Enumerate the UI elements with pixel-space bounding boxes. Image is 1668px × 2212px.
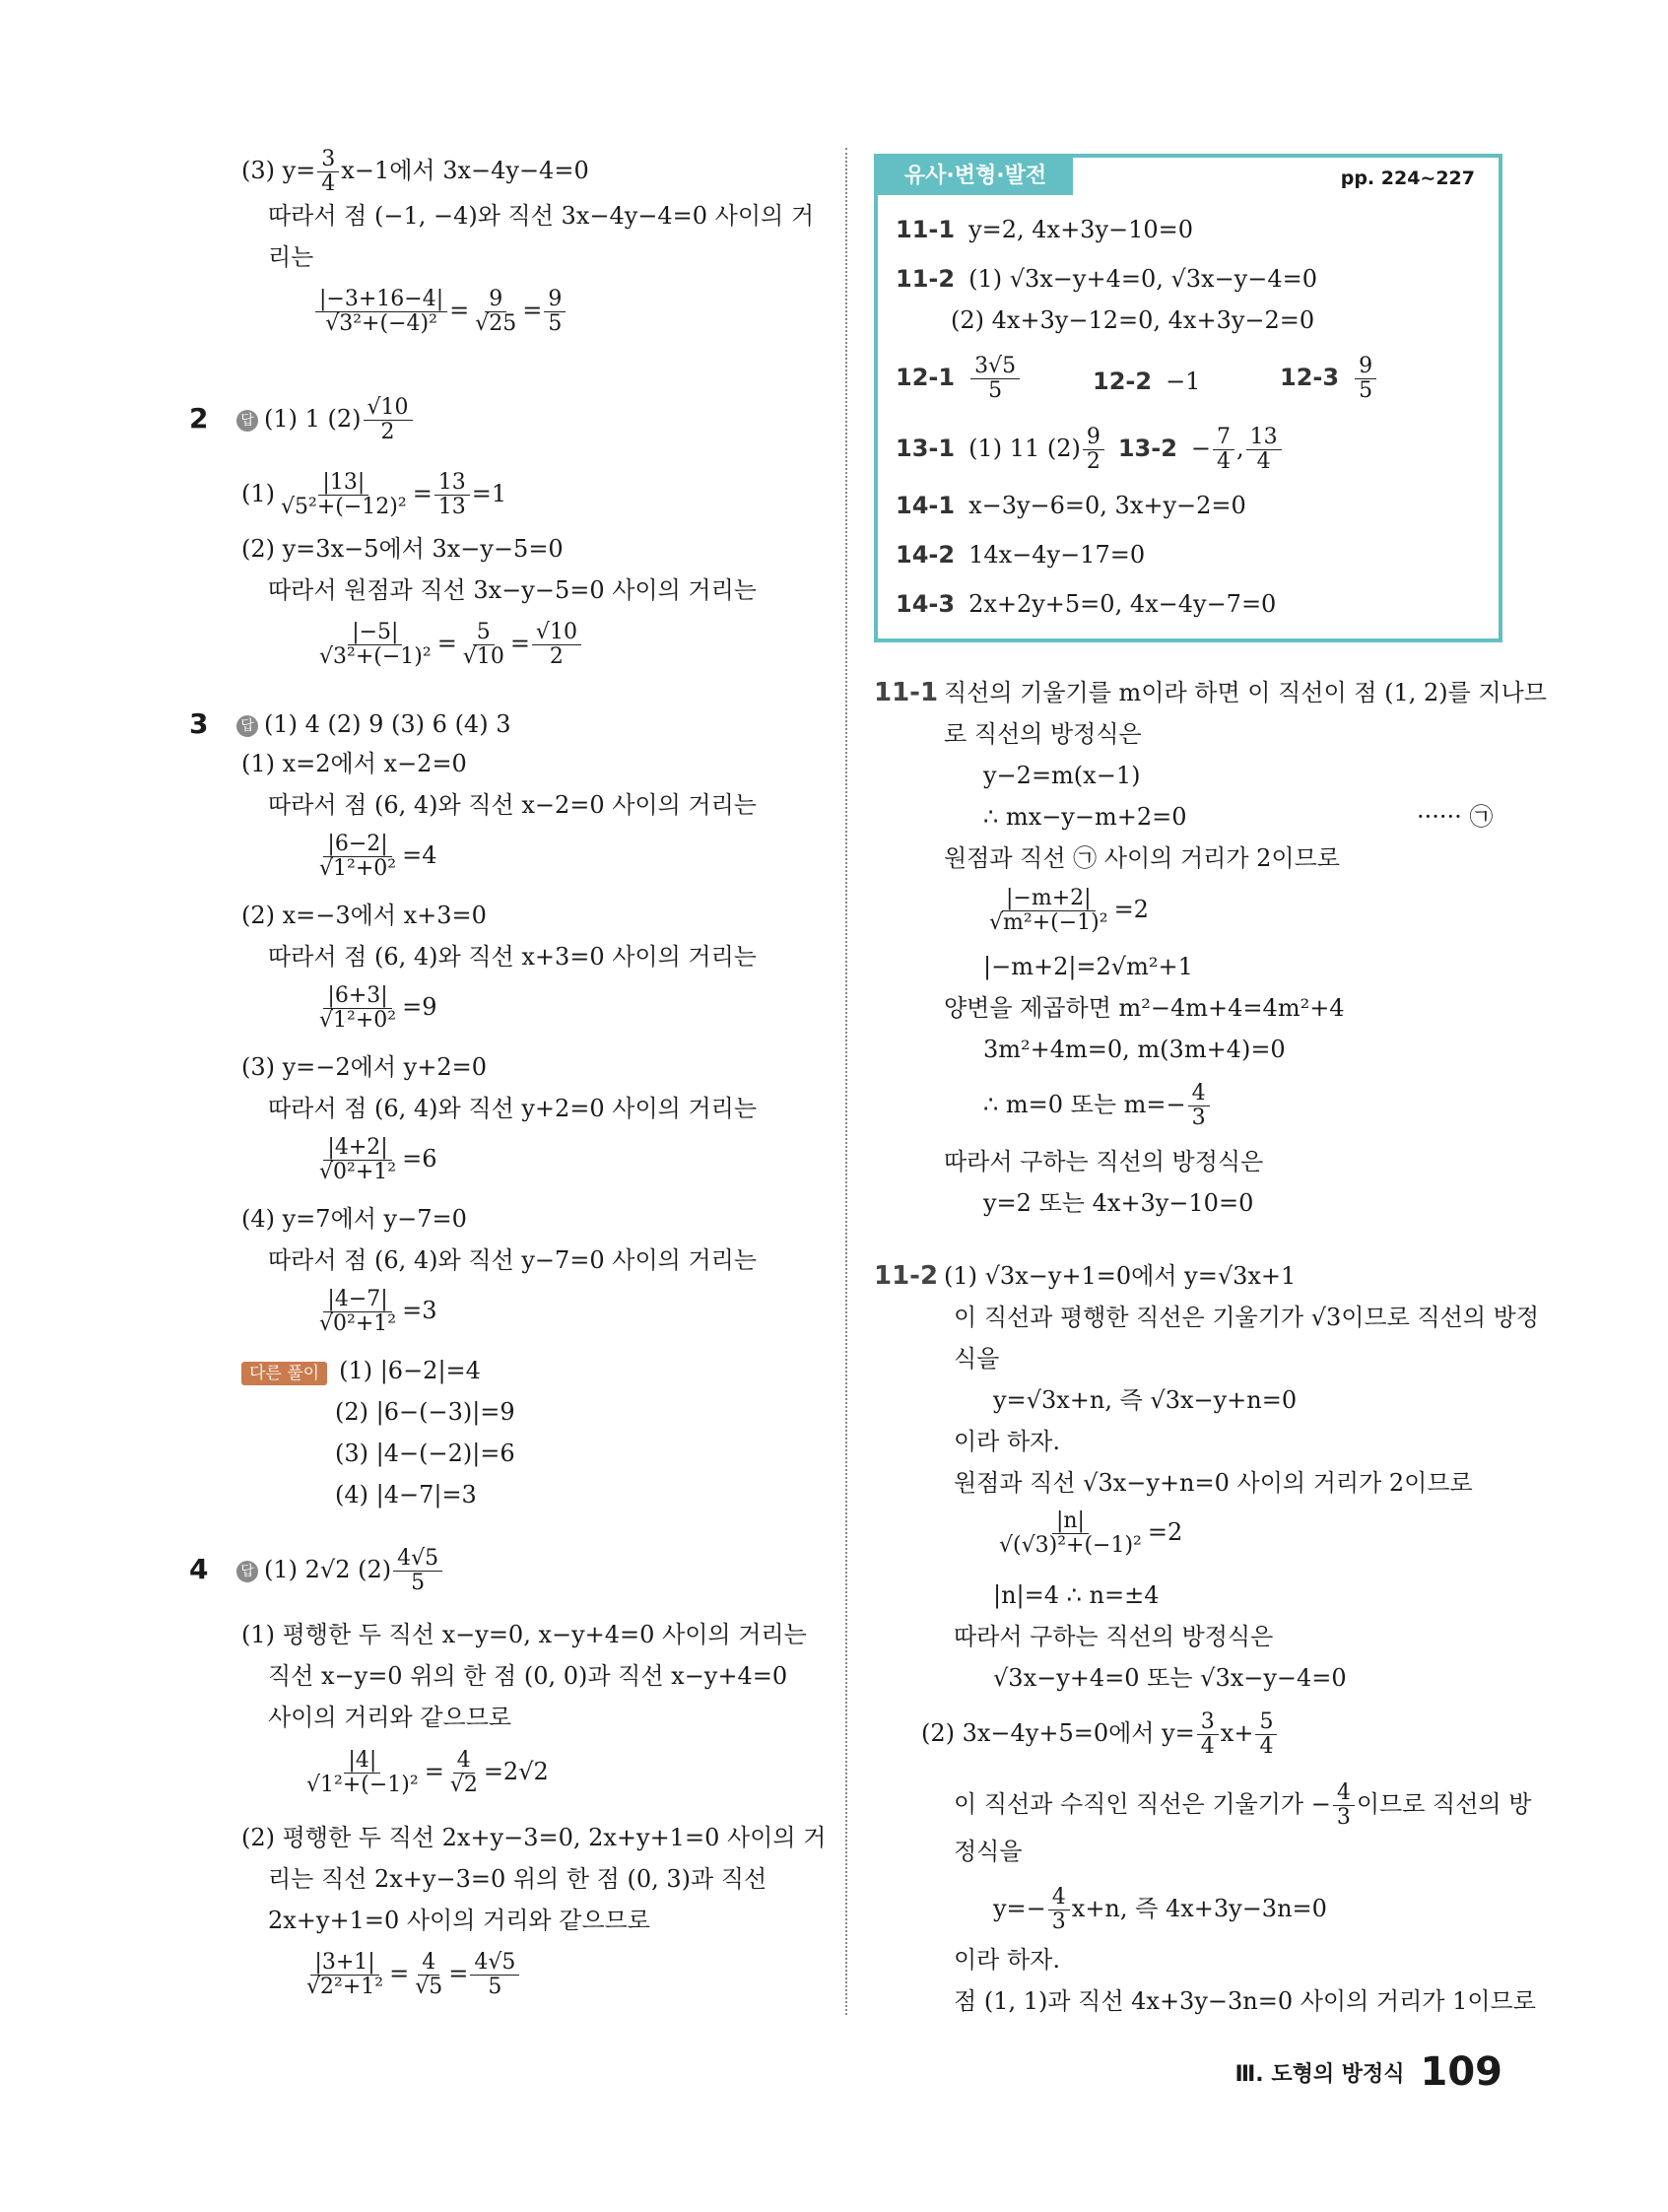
text-line: (1) 평행한 두 직선 x−y=0, x−y+4=0 사이의 거리는: [241, 1621, 807, 1648]
text-line: 식을: [954, 1345, 1000, 1373]
text-line: √3x−y+4=0 또는 √3x−y−4=0: [993, 1664, 1347, 1692]
answer-row: 14-3 2x+2y+5=0, 4x−4y−7=0: [896, 590, 1277, 618]
text-line: 사이의 거리와 같으므로: [268, 1704, 512, 1731]
answer-row: 11-1 y=2, 4x+3y−10=0: [896, 216, 1194, 243]
text-line: 점 (1, 1)과 직선 4x+3y−3n=0 사이의 거리가 1이므로: [954, 1987, 1536, 2015]
text-line: 이 직선과 평행한 직선은 기울기가 √3이므로 직선의 방정: [954, 1304, 1540, 1331]
text-line: 정식을: [954, 1838, 1023, 1865]
equation: $\frac{|6-2|}{\text{√1²+0²}}$ =4: [319, 832, 437, 881]
answer-line: 답 (1) 4 (2) 9 (3) 6 (4) 3: [236, 709, 510, 739]
fraction: $\frac{3}{4}$: [317, 148, 339, 196]
equation: y=− $\frac{4}{3}$ x+n, 즉 4x+3y−3n=0: [993, 1885, 1327, 1934]
text-line: 따라서 구하는 직선의 방정식은: [944, 1148, 1264, 1175]
column-divider: [845, 148, 847, 2015]
text-line: 양변을 제곱하면 m²−4m+4=4m²+4: [944, 994, 1345, 1022]
equation: $\frac{|-3+16-4|}{\text{√3²+(−4)²}}$ = $\frac{9}{√25}$ = $\frac{9}{5}$: [313, 288, 567, 336]
box-title: 유사·변형·발전: [878, 158, 1073, 195]
text-line: 리는 직선 2x+y−3=0 위의 한 점 (0, 3)과 직선: [268, 1865, 767, 1893]
text-line: 이라 하자.: [954, 1428, 1060, 1455]
answer-summary-box: [874, 154, 1502, 642]
text-line: (2) |6−(−3)|=9: [335, 1398, 515, 1426]
equation: $\frac{|4-7|}{\text{√0²+1²}}$ =3: [319, 1287, 437, 1336]
text-line: 따라서 점 (6, 4)와 직선 x−2=0 사이의 거리는: [268, 791, 757, 819]
answer-row: 12-2 −1: [1093, 368, 1201, 395]
answer-badge-icon: 답: [236, 1561, 258, 1582]
answer-row: 11-2 (1) √3x−y+4=0, √3x−y−4=0: [896, 265, 1317, 293]
equation: $\frac{|3+1|}{\text{√2²+1²}}$ = $\frac{4}{√5}$ = $\frac{4√5}{5}$: [300, 1951, 521, 1999]
text-line: 2x+y+1=0 사이의 거리와 같으므로: [268, 1907, 650, 1934]
text-line: (4) |4−7|=3: [335, 1481, 477, 1508]
text-line: 따라서 원점과 직선 3x−y−5=0 사이의 거리는: [268, 576, 757, 604]
text-line: 따라서 점 (−1, −4)와 직선 3x−4y−4=0 사이의 거: [268, 202, 815, 230]
answer-row: 14-1 x−3y−6=0, 3x+y−2=0: [896, 492, 1246, 519]
text-line: 따라서 점 (6, 4)와 직선 y+2=0 사이의 거리는: [268, 1095, 758, 1122]
text-line: (1) x=2에서 x−2=0: [241, 750, 467, 777]
equation: (2) 3x−4y+5=0에서 y= $\frac{3}{4}$ x+ $\frac{5}{4}$: [921, 1710, 1279, 1759]
text-line: 원점과 직선 √3x−y+n=0 사이의 거리가 2이므로: [954, 1469, 1473, 1497]
alt-solution-badge: 다른 풀이: [241, 1362, 327, 1385]
answer-row: (2) 4x+3y−12=0, 4x+3y−2=0: [951, 306, 1315, 334]
text-line: 리는: [268, 243, 314, 271]
answer-row: 12-1 $\frac{3√5}{5}$: [896, 355, 1022, 403]
text-line: y=√3x+n, 즉 √3x−y+n=0: [993, 1386, 1298, 1414]
equation: ∴ m=0 또는 m=− $\frac{4}{3}$: [983, 1082, 1212, 1130]
text-line: y=2 또는 4x+3y−10=0: [983, 1189, 1254, 1217]
text-line: (2) x=−3에서 x+3=0: [241, 902, 487, 929]
text-line: (3) y=−2에서 y+2=0: [241, 1053, 487, 1081]
text-line: (4) y=7에서 y−7=0: [241, 1205, 467, 1233]
text-line: 따라서 구하는 직선의 방정식은: [954, 1623, 1274, 1650]
answer-row: 13-1 (1) 11 (2) $\frac{9}{2}$ 13-2 − $\frac{7}{4}$ , $\frac{13}{4}$: [896, 426, 1284, 474]
text-line: (3) |4−(−2)|=6: [335, 1440, 515, 1467]
text-line: (1) √3x−y+1=0에서 y=√3x+1: [944, 1262, 1297, 1290]
page-number: 109: [1420, 2049, 1502, 2095]
text-line: 직선 x−y=0 위의 한 점 (0, 0)과 직선 x−y+4=0: [268, 1662, 788, 1690]
answer-badge-icon: 답: [236, 715, 258, 737]
page-footer: [1235, 2049, 1503, 2095]
solution-tag: 11-2: [874, 1261, 939, 1291]
text-line: (2) 평행한 두 직선 2x+y−3=0, 2x+y+1=0 사이의 거: [241, 1824, 827, 1851]
equation: $\frac{|-m+2|}{\text{√m²+(−1)²}}$ =2: [989, 886, 1149, 935]
text-line: 로 직선의 방정식은: [944, 720, 1142, 748]
alt-solution-line: 다른 풀이 (1) |6−2|=4: [241, 1356, 481, 1385]
text-line: 따라서 점 (6, 4)와 직선 x+3=0 사이의 거리는: [268, 943, 757, 971]
answer-row: 14-2 14x−4y−17=0: [896, 541, 1146, 569]
text-line: (2) y=3x−5에서 3x−y−5=0: [241, 535, 564, 563]
solution-tag: 11-1: [874, 678, 939, 707]
page-range: pp. 224~227: [1340, 168, 1475, 189]
text-line: y−2=m(x−1): [983, 762, 1141, 789]
problem-number: 3: [189, 707, 209, 740]
equation: $\frac{|4|}{\text{√1²+(−1)²}}$ = $\frac{4}{√2}$ =2√2: [306, 1748, 549, 1797]
text-line: 3m²+4m=0, m(3m+4)=0: [983, 1036, 1286, 1063]
text-line: (3) y= $\frac{3}{4}$ x−1에서 3x−4y−4=0: [241, 147, 589, 196]
equation: $\frac{|-5|}{\text{√3²+(−1)²}}$ = $\frac{5}{√10}$ = $\frac{√10}{2}$: [313, 621, 583, 669]
section-title: Ⅲ. 도형의 방정식: [1234, 2061, 1405, 2087]
equation: $\frac{|4+2|}{\text{√0²+1²}}$ =6: [319, 1135, 437, 1184]
answer-line: 답 (1) 2√2 (2) $\frac{4√5}{5}$: [236, 1547, 444, 1595]
answer-line: 답 (1) 1 (2) $\frac{√10}{2}$: [236, 396, 415, 444]
text-line: 원점과 직선 ㉠ 사이의 거리가 2이므로: [944, 844, 1340, 872]
text-line: ∴ mx−y−m+2=0: [983, 803, 1187, 831]
equation: 이 직선과 수직인 직선은 기울기가 − $\frac{4}{3}$ 이므로 직선의 방: [954, 1780, 1532, 1830]
equation: (1) $\frac{|13|}{\text{√5²+(−12)²}}$ = $\frac{13}{13}$ =1: [241, 470, 507, 519]
text-line: |−m+2|=2√m²+1: [983, 953, 1193, 980]
text-line: |n|=4 ∴ n=±4: [993, 1581, 1160, 1609]
text-line: 따라서 점 (6, 4)와 직선 y−7=0 사이의 거리는: [268, 1246, 758, 1274]
answer-row: 12-3 $\frac{9}{5}$: [1280, 355, 1378, 403]
answer-badge-icon: 답: [236, 410, 258, 432]
equation-label: ······ ㉠: [1417, 803, 1494, 831]
problem-number: 4: [189, 1553, 209, 1585]
equation: $\frac{|6+3|}{\text{√1²+0²}}$ =9: [319, 983, 437, 1033]
problem-number: 2: [189, 402, 209, 435]
equation: $\frac{|n|}{\text{√(√3)²+(−1)²}}$ =2: [999, 1508, 1183, 1558]
text-line: 직선의 기울기를 m이라 하면 이 직선이 점 (1, 2)를 지나므: [944, 679, 1547, 706]
text-line: 이라 하자.: [954, 1946, 1060, 1974]
